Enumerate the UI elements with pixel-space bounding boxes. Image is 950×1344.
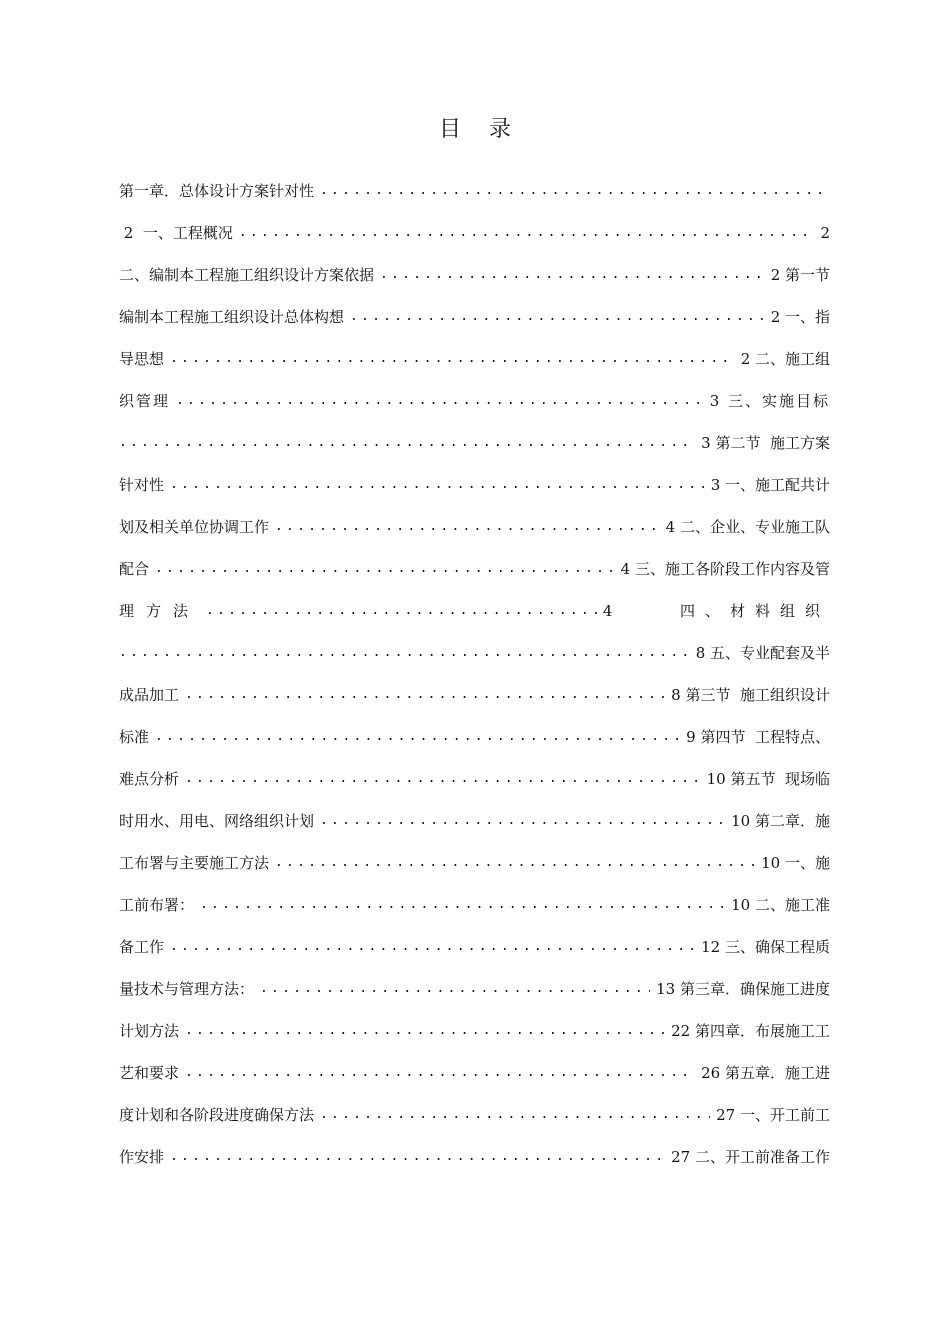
toc-line-text: 导思想 [119,350,165,368]
toc-leader-dots [350,303,765,331]
toc-line [119,254,830,296]
toc-leader-dots [320,807,725,835]
toc-line-text: 成品加工 [119,686,180,704]
toc-leader-dots [206,597,597,625]
toc-leader-dots [320,177,824,205]
toc-line-text: 二、编制本工程施工组织设计方案依据 [119,266,375,284]
toc-line-page: 8 五、专业配套及半 [695,644,830,662]
toc-line [119,338,830,380]
toc-line-text: 理方法 [119,602,201,620]
toc-line-page: 3 三、实施目标 [709,392,830,410]
toc-line-page: 2 一、指 [770,308,830,326]
toc-line [119,296,830,338]
toc-leader-dots [185,1017,665,1045]
toc-leader-dots [200,891,725,919]
toc-line [119,758,830,800]
toc-line-page: 2 第一节 [770,266,830,284]
toc-line-page: 9 第四节 工程特点、 [686,728,830,746]
toc-leader-dots [170,471,705,499]
toc-line-text: 度计划和各阶段进度确保方法 [119,1106,315,1124]
toc-line [119,632,830,674]
toc-leader-dots [176,387,704,415]
toc-line-page: 3 一、施工配共计 [710,476,830,494]
toc-line-text: 编制本工程施工组织设计总体构想 [119,308,345,326]
toc-leader-dots [320,1101,710,1129]
toc-line-page: 4 四、材料组织 [602,602,830,620]
toc-leader-dots [275,849,755,877]
toc-line-text: 工前布署： [119,896,195,914]
toc-line-page: 10 第二章．施 [731,812,830,830]
toc-line [119,716,830,758]
toc-line-page: 26 第五章．施工进 [701,1064,830,1082]
toc-line [119,926,830,968]
toc-line [119,968,830,1010]
toc-line-text: 针对性 [119,476,165,494]
toc-line-text: 第一章．总体设计方案针对性 [119,182,315,200]
toc-leader-dots [275,513,660,541]
toc-line-page: 10 二、施工准 [731,896,830,914]
toc-line [119,506,830,548]
toc-line-text: 备工作 [119,938,165,956]
toc-line [119,380,830,422]
toc-leader-dots [380,261,765,289]
toc-line-page: 10 第五节 现场临 [706,770,830,788]
toc-leader-dots [260,975,650,1003]
toc-line-text: 2 一、工程概况 [119,224,233,242]
toc-line-page: 22 第四章．布展施工工 [671,1022,830,1040]
toc-line [119,1136,830,1178]
toc-line-text: 标准 [119,728,150,746]
toc-line-page: 8 第三节 施工组织设计 [671,686,830,704]
toc-line-text: 时用水、用电、网络组织计划 [119,812,315,830]
toc-line-page: 3 第二节 施工方案 [701,434,830,452]
toc-line-page: 12 三、确保工程质 [701,938,830,956]
toc-line-text: 艺和要求 [119,1064,180,1082]
toc-leader-dots [170,933,695,961]
toc-leader-dots [239,219,815,247]
toc-line-page: 13 第三章．确保施工进度 [656,980,830,998]
toc-leader-dots [185,681,665,709]
toc-line [119,170,830,212]
toc-leader-dots [155,555,615,583]
toc-leader-dots [119,639,690,667]
toc-line-page: 2 [820,224,830,242]
toc-line [119,422,830,464]
toc-line [119,842,830,884]
toc-line-page: 4 三、施工各阶段工作内容及管 [620,560,830,578]
toc-line-text: 难点分析 [119,770,180,788]
toc-leader-dots [185,1059,695,1087]
toc-line-page: 4 二、企业、专业施工队 [665,518,830,536]
toc-line [119,884,830,926]
toc-line-text: 计划方法 [119,1022,180,1040]
table-of-contents [119,170,830,1178]
toc-line-page: 2 二、施工组 [740,350,830,368]
toc-line [119,674,830,716]
toc-line [119,212,830,254]
toc-line [119,1010,830,1052]
toc-leader-dots [170,1143,665,1171]
toc-line-page: 27 二、开工前准备工作 [671,1148,830,1166]
toc-line-text: 织管理 [119,392,171,410]
toc-line-text: 量技术与管理方法： [119,980,255,998]
toc-leader-dots [170,345,735,373]
toc-line-page: 27 一、开工前工 [716,1106,830,1124]
toc-leader-dots [119,429,695,457]
toc-line [119,1094,830,1136]
toc-line [119,548,830,590]
toc-line-text: 作安排 [119,1148,165,1166]
toc-line-text: 配合 [119,560,150,578]
toc-leader-dots [185,765,701,793]
toc-line [119,590,830,632]
page-title: 目 录 [439,117,511,142]
toc-leader-dots [155,723,680,751]
toc-line-text: 划及相关单位协调工作 [119,518,270,536]
toc-line [119,800,830,842]
toc-line-text: 工布署与主要施工方法 [119,854,270,872]
toc-line [119,464,830,506]
toc-line [119,1052,830,1094]
toc-line-page: 10 一、施 [761,854,830,872]
